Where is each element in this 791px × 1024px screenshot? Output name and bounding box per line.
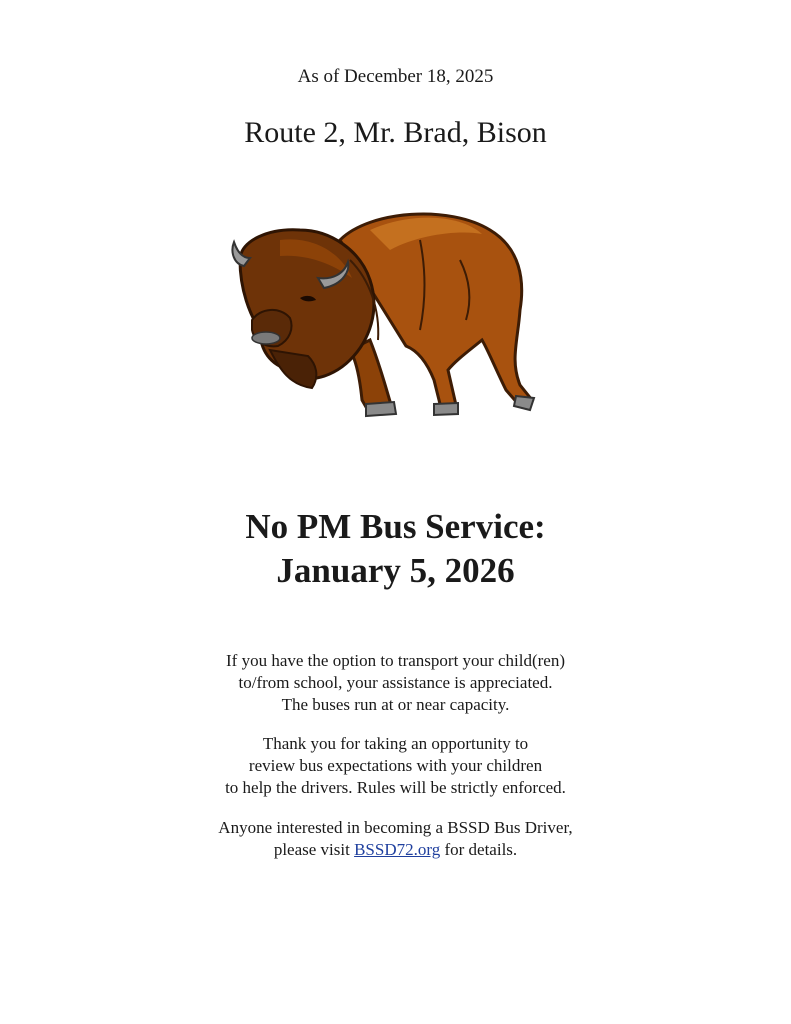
route-title: Route 2, Mr. Brad, Bison (244, 116, 547, 149)
link-prefix: please visit (273, 840, 355, 859)
paragraph-line: to help the drivers. Rules will be strictly enforced. (225, 778, 566, 797)
paragraph-line: Anyone interested in becoming a BSSD Bus Driver, (218, 818, 573, 837)
bison-icon (220, 200, 560, 430)
headline-date: January 5, 2026 (276, 551, 515, 590)
headline (0, 505, 791, 593)
paragraph-line: The buses run at or near capacity. (281, 695, 510, 714)
bssd-website-link[interactable]: BSSD72.org (354, 840, 441, 859)
paragraph-transport (0, 650, 791, 716)
headline-service: No PM Bus Service: (245, 507, 546, 546)
paragraph-driver-recruiting (0, 817, 791, 861)
paragraph-expectations (0, 733, 791, 799)
paragraph-line: If you have the option to transport your child(ren) (226, 651, 565, 670)
paragraph-line-link (0, 839, 791, 861)
paragraph-line: review bus expectations with your children (248, 756, 543, 775)
paragraph-line: to/from school, your assistance is appreciated. (238, 673, 553, 692)
link-suffix: for details. (440, 840, 518, 859)
as-of-date: As of December 18, 2025 (297, 66, 494, 87)
paragraph-line: Thank you for taking an opportunity to (262, 734, 529, 753)
